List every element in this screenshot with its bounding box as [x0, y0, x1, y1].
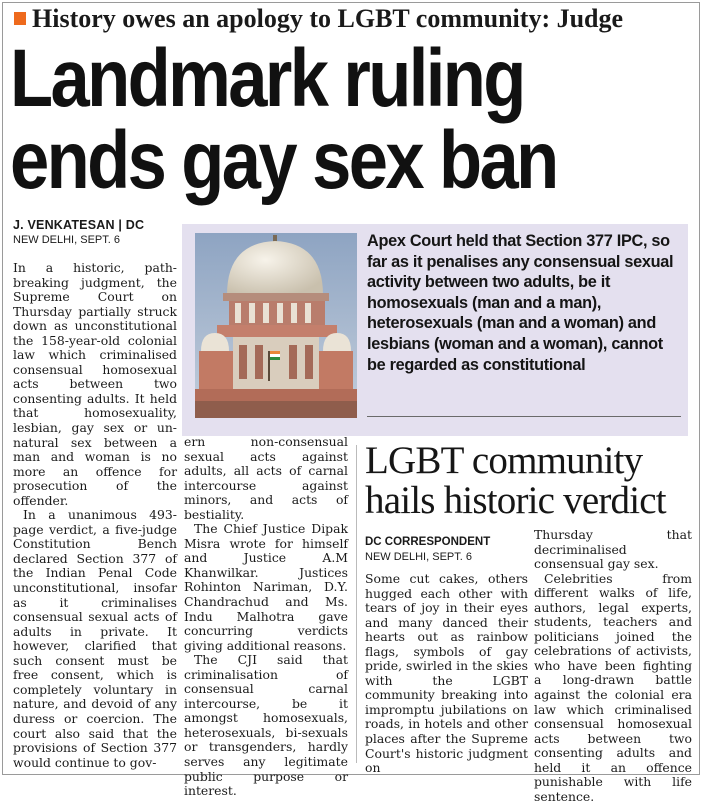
supreme-court-building-image [195, 233, 357, 418]
paragraph: In a historic, path-breaking judgment, the Supreme Court on Thursday partially struck down as unconstitutional the 158-year-old colonial law which criminalised consensual homosexual acts between two consenting adults. It held that homosexuality, lesbian, gay sex or un-natural sex between a man and woman is no more an offence for prosecution of the offender. [13, 260, 177, 508]
main-story-column-2 [184, 435, 348, 799]
main-story-column-1 [13, 261, 177, 770]
second-story-column-1 [365, 572, 528, 776]
column-divider [356, 445, 357, 763]
kicker-text: History owes an apology to LGBT community: Judge [32, 4, 624, 33]
paragraph: In a unanimous 493-page verdict, a five-judge Constitution Bench declared Section 377 of the Indian Penal Code unconstitutional, insofar as it criminalises consensual sexual acts of adults in private. It however, clarified that such consent must be free consent, which is completely voluntary in nature, and devoid of any duress or coercion. The court also said that the provisions of Section 377 would continue to gov- [13, 507, 177, 770]
second-headline-line-1: LGBT community [365, 439, 643, 482]
pull-quote-rule [367, 416, 681, 417]
paragraph: Celebrities from different walks of life, authors, legal experts, students, teachers and politicians joined the celebrations of activists, who have been fighting a long-drawn battle against the colonial era law which criminalised consensual homosexual acts between two consenting adults and held it an offence punishable with life sentence. [534, 570, 692, 804]
headline-line-1: Landmark ruling [10, 33, 524, 124]
second-headline-line-2: hails historic verdict [365, 479, 666, 522]
second-byline: DC CORRESPONDENT [365, 536, 491, 548]
paragraph: The Chief Justice Dipak Misra wrote for himself and Justice A.M Khanwilkar. Justices Rohinton Nariman, D.Y. Chandrachud and Ms. Indu Malhotra gave concurring verdicts giving additional reasons. [184, 521, 348, 653]
second-story-column-2 [534, 528, 692, 804]
paragraph: Some cut cakes, others hugged each other with tears of joy in their eyes and many danced their hearts out as rainbow flags, symbols of gay pride, swirled in the skies with the LGBT community breaking into impromptu jubilations on roads, in hotels and other places after the Supreme Court's historic judgment on [365, 571, 528, 776]
main-dateline: NEW DELHI, SEPT. 6 [13, 234, 120, 246]
main-byline: J. VENKATESAN | DC [13, 218, 145, 232]
kicker [14, 4, 623, 34]
pull-quote: Apex Court held that Section 377 IPC, so far as it penalises any consensual sexual activity between two adults, be it homosexuals (man and a man), heterosexuals (man and a woman) and lesbians (woman and a woman), cannot be regarded as constitutional [367, 232, 674, 374]
headline-line-2: ends gay sex ban [10, 115, 557, 206]
paragraph: ern non-consensual sexual acts against adults, all acts of carnal intercourse against minors, and acts of bestiality. [184, 434, 348, 522]
paragraph: Thursday that decriminalised consensual gay sex. [534, 527, 692, 572]
supreme-court-photo [195, 233, 357, 418]
paragraph: The CJI said that criminalisation of consensual carnal intercourse, be it amongst homosexuals, heterosexuals, bi-sexuals or transgenders, hardly serves any legitimate public purpose or interest. [184, 652, 348, 799]
orange-square-icon [14, 12, 26, 25]
second-dateline: NEW DELHI, SEPT. 6 [365, 551, 472, 563]
